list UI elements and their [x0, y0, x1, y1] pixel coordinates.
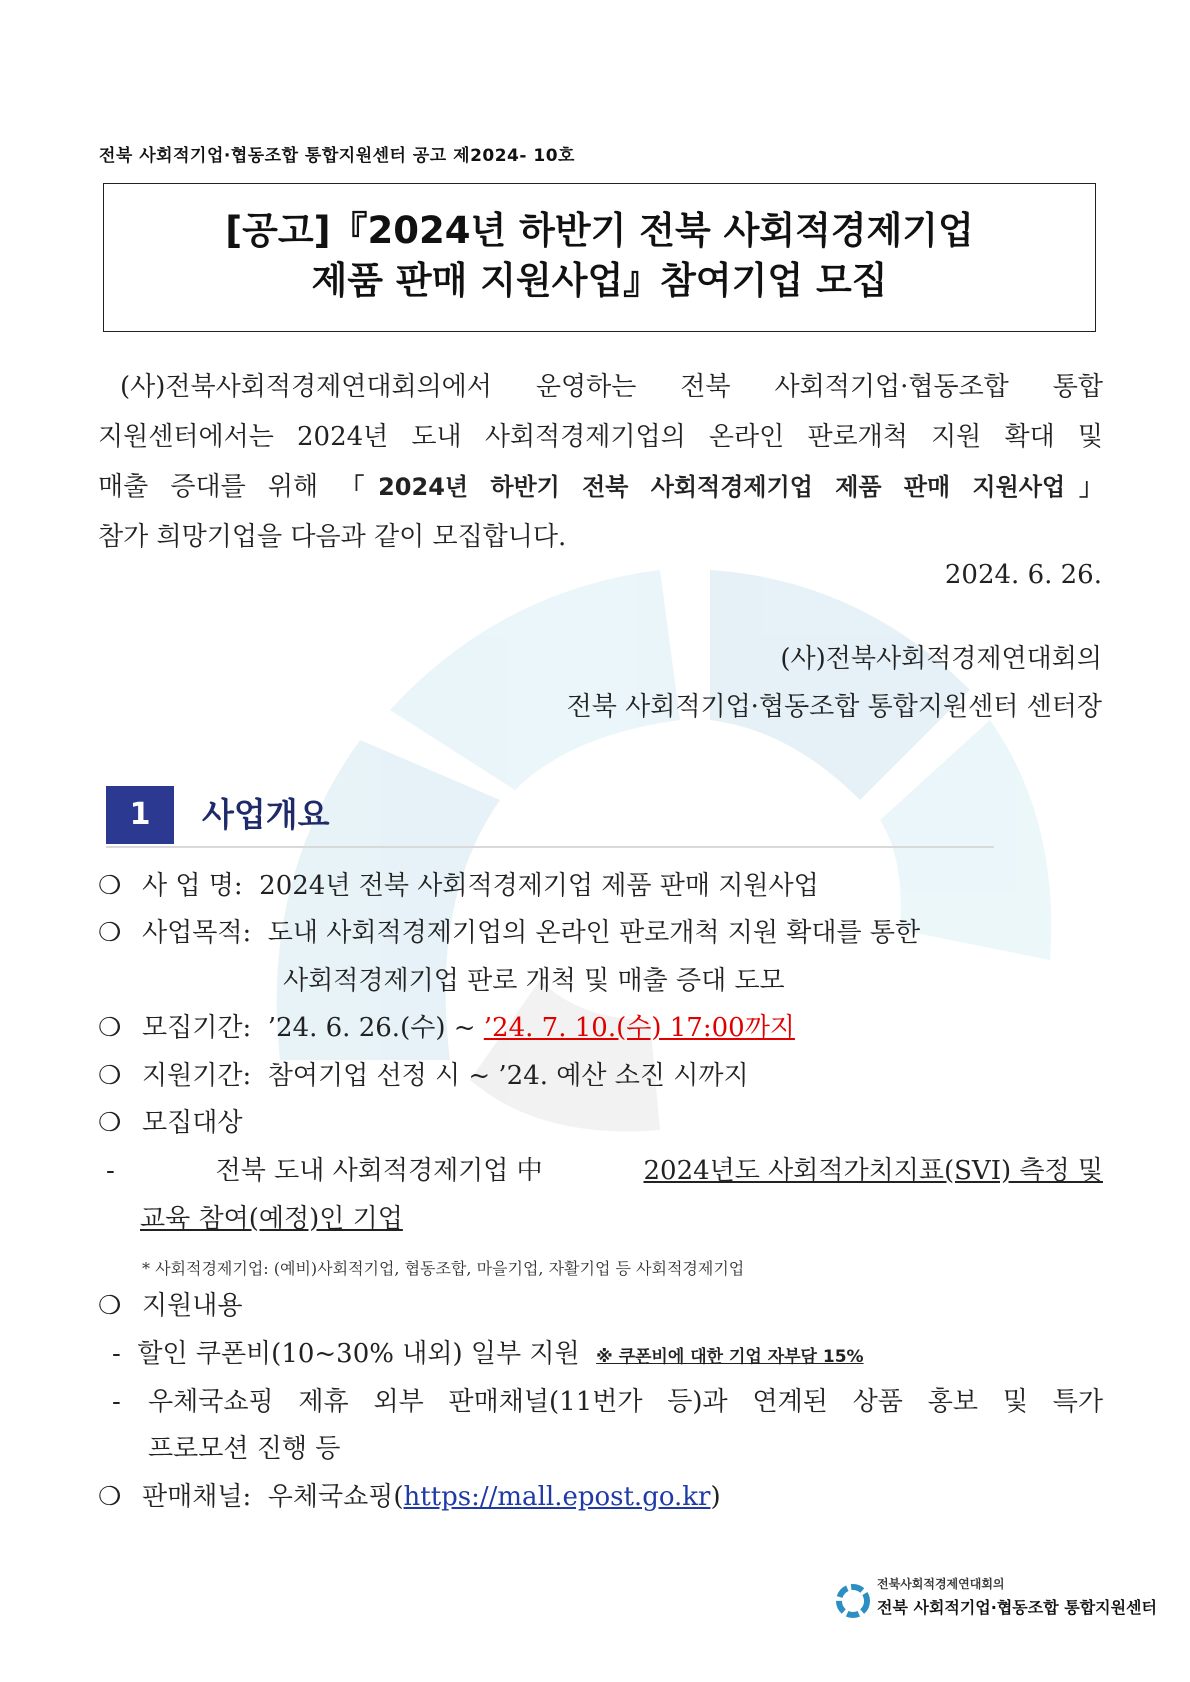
intro-line-3-prefix: 매출 증대를 위해 — [98, 472, 319, 502]
item-target — [98, 1103, 242, 1143]
bullet-icon: ❍ — [98, 1291, 122, 1321]
logo-org-name: 전북사회적경제연대회의 — [877, 1577, 1005, 1591]
epost-mall-link[interactable]: https://mall.epost.go.kr — [403, 1482, 711, 1512]
support-item-2 — [98, 1382, 1103, 1422]
dash-marker: - — [112, 1339, 121, 1369]
target-label: 모집대상 — [142, 1108, 243, 1138]
item-support-content — [98, 1286, 242, 1326]
channel-label: 판매채널: — [142, 1482, 252, 1512]
target-prefix: 전북 도내 사회적경제기업 中 — [215, 1156, 543, 1186]
section-number-badge: 1 — [106, 786, 174, 844]
target-svi-requirement: 2024년도 사회적가치지표(SVI) 측정 및 — [643, 1156, 1103, 1186]
item-support-period — [98, 1056, 749, 1096]
intro-paragraph — [98, 362, 1103, 562]
support-item-2-line-2: 프로모션 진행 등 — [148, 1434, 341, 1464]
recruit-period-label: 모집기간: — [142, 1013, 252, 1043]
bullet-icon: ❍ — [98, 871, 122, 901]
bullet-icon: ❍ — [98, 1108, 122, 1138]
announcement-date: 2024. 6. 26. — [944, 560, 1102, 590]
bullet-icon: ❍ — [98, 1482, 122, 1512]
center-emblem-icon — [835, 1583, 871, 1619]
notice-number: 전북 사회적기업·협동조합 통합지원센터 공고 제2024- 10호 — [99, 146, 575, 166]
section-divider — [106, 846, 994, 848]
support-item-1-text: 할인 쿠폰비(10~30% 내외) 일부 지원 — [137, 1339, 580, 1369]
channel-prefix: 우체국쇼핑( — [267, 1482, 404, 1512]
section-title: 사업개요 — [202, 795, 330, 834]
target-footnote: * 사회적경제기업: (예비)사회적기업, 협동조합, 마을기업, 자활기업 등 사회적경제기업 — [142, 1259, 745, 1278]
dash-marker: - — [112, 1387, 121, 1417]
target-line-1 — [98, 1151, 1103, 1191]
support-period-value: 참여기업 선정 시 ~ ’24. 예산 소진 시까지 — [267, 1061, 749, 1091]
org-center-head: 전북 사회적기업·협동조합 통합지원센터 센터장 — [566, 692, 1102, 722]
title-line-1: [공고]『2024년 하반기 전북 사회적경제기업 — [225, 209, 974, 252]
dash-marker: - — [106, 1156, 115, 1186]
item-project-name — [98, 866, 819, 906]
support-period-label: 지원기간: — [142, 1061, 252, 1091]
org-name: (사)전북사회적경제연대회의 — [780, 644, 1102, 674]
item-sales-channel — [98, 1477, 721, 1517]
announcement-title-box — [103, 183, 1096, 332]
channel-suffix: ) — [710, 1482, 721, 1512]
purpose-line-2: 사회적경제기업 판로 개척 및 매출 증대 도모 — [283, 966, 785, 996]
item-recruit-period — [98, 1008, 795, 1048]
support-item-2-line-1: 우체국쇼핑 제휴 외부 판매채널(11번가 등)과 연계된 상품 홍보 및 특가 — [148, 1387, 1103, 1417]
intro-line-1: (사)전북사회적경제연대회의에서 운영하는 전북 사회적기업·협동조합 통합 — [120, 372, 1103, 402]
title-line-2: 제품 판매 지원사업』참여기업 모집 — [311, 259, 888, 302]
intro-line-4: 참가 희망기업을 다음과 같이 모집합니다. — [98, 522, 567, 552]
coupon-self-pay-note: ※ 쿠폰비에 대한 기업 자부담 15% — [596, 1347, 864, 1367]
bullet-icon: ❍ — [98, 918, 122, 948]
footer-logo — [835, 1573, 1157, 1625]
bullet-icon: ❍ — [98, 1061, 122, 1091]
logo-center-name: 전북 사회적기업·협동조합 통합지원센터 — [877, 1598, 1157, 1617]
target-line-2: 교육 참여(예정)인 기업 — [140, 1204, 403, 1234]
intro-line-3 — [98, 462, 1103, 512]
recruit-period-deadline: ’24. 7. 10.(수) 17:00까지 — [483, 1013, 795, 1043]
purpose-label: 사업목적: — [142, 918, 252, 948]
project-name-label: 사 업 명: — [142, 871, 243, 901]
project-name-value: 2024년 전북 사회적경제기업 제품 판매 지원사업 — [259, 871, 819, 901]
recruit-period-start: ’24. 6. 26.(수) ~ — [267, 1013, 476, 1043]
intro-line-2: 지원센터에서는 2024년 도내 사회적경제기업의 온라인 판로개척 지원 확대 및 — [98, 422, 1103, 452]
bullet-icon: ❍ — [98, 1013, 122, 1043]
intro-project-name: 「2024년 하반기 전북 사회적경제기업 제품 판매 지원사업」 — [340, 473, 1104, 501]
item-purpose — [98, 913, 920, 953]
support-content-label: 지원내용 — [142, 1291, 243, 1321]
purpose-line-1: 도내 사회적경제기업의 온라인 판로개척 지원 확대를 통한 — [267, 918, 921, 948]
support-item-1 — [98, 1334, 864, 1377]
